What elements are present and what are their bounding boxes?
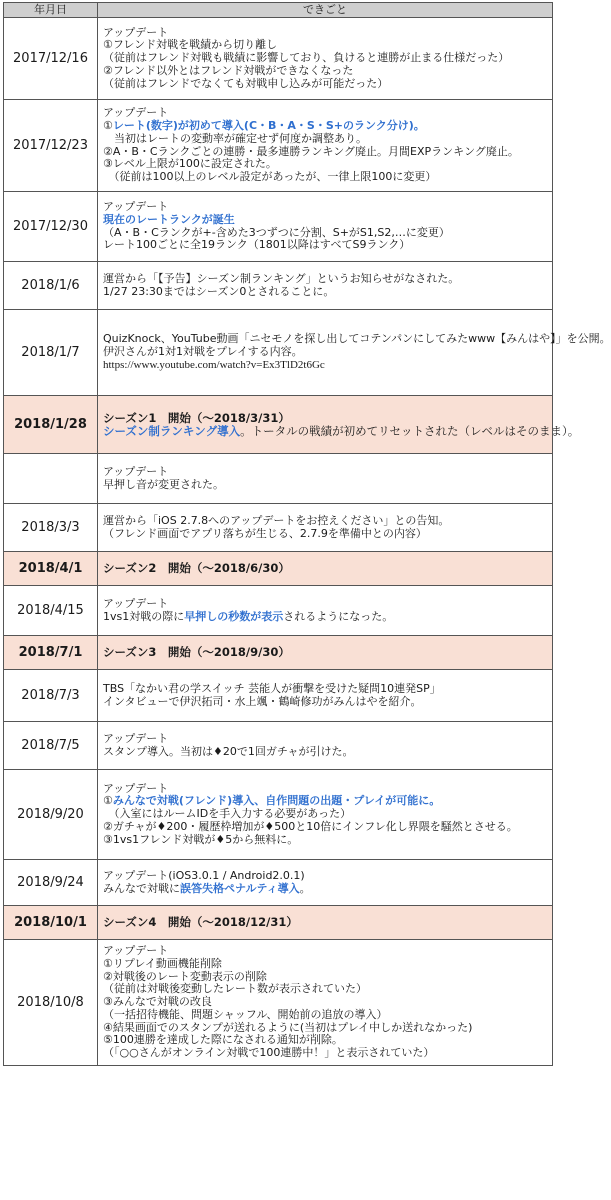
row-event: [98, 192, 553, 262]
event-line: [103, 611, 548, 624]
row-date: 2018/4/1: [4, 552, 98, 586]
event-column-header: できごと: [98, 3, 553, 18]
event-text: ④結果画面でのスタンプが送れるように(当初はプレイ中しか送れなかった): [103, 1020, 473, 1034]
row-date: 2018/9/24: [4, 860, 98, 906]
row-event: [98, 636, 553, 670]
event-text: （フレンド画面でアプリ落ちが生じる、2.7.9を準備中との内容）: [103, 526, 427, 540]
event-text: ③1vs1フレンド対戦が♦5から無料に。: [103, 832, 299, 846]
event-text: シーズン1 開始（～2018/3/31）: [103, 410, 290, 425]
timeline-row: [4, 586, 553, 636]
event-text: 。: [299, 881, 311, 895]
timeline-row: [4, 670, 553, 722]
event-line: [103, 696, 548, 709]
event-text: ③みんなで対戦の改良: [103, 995, 212, 1009]
video-url: https://www.youtube.com/watch?v=Ex3TlD2t6Gc: [103, 358, 325, 371]
row-event: [98, 262, 553, 310]
row-event: [98, 940, 553, 1066]
event-line: [103, 746, 548, 759]
event-text: アップデート: [103, 731, 169, 745]
row-date: 2018/7/1: [4, 636, 98, 670]
event-text: アップデート: [103, 464, 169, 478]
event-text: （従前は対戦後変動したレート数が表示されていた）: [103, 982, 367, 996]
event-text: ②ガチャが♦200・履歴枠増加が♦500と10倍にインフレ化し界隈を騒然とさせる。: [103, 819, 518, 833]
event-text: されるようになった。: [283, 609, 394, 623]
event-text: アップデート: [103, 943, 169, 957]
event-text: （A・B・Cランクが+-含めた3つずつに分割、S+がS1,S2,…に変更）: [103, 225, 450, 239]
season-row: [4, 636, 553, 670]
event-text: アップデート: [103, 25, 169, 39]
row-date: 2018/9/20: [4, 770, 98, 860]
event-line: [103, 646, 548, 659]
event-text: 。トータルの戦績が初めてリセットされた（レベルはそのまま）。: [240, 423, 580, 438]
event-text: ①リプレイ動画機能削除: [103, 956, 222, 970]
row-date: 2018/4/15: [4, 586, 98, 636]
timeline-body: [4, 18, 611, 1066]
timeline-row: [4, 454, 553, 504]
header-row: [4, 3, 553, 18]
event-line: [103, 423, 580, 438]
event-text: 運営から「iOS 2.7.8へのアップデートをお控えください」との告知。: [103, 513, 450, 527]
row-date: 2018/1/6: [4, 262, 98, 310]
row-date: 2018/10/8: [4, 940, 98, 1066]
event-line: [103, 479, 548, 492]
event-text: ③レベル上限が100に設定された。: [103, 157, 277, 171]
event-text: ①フレンド対戦を戦績から切り離し: [103, 38, 278, 52]
event-line: [103, 883, 548, 896]
row-event: [98, 396, 580, 454]
timeline-row: [4, 100, 553, 192]
event-text: アップデート(iOS3.0.1 / Android2.0.1): [103, 868, 305, 882]
event-line: [103, 562, 548, 575]
event-text: シーズン4 開始（～2018/12/31）: [103, 915, 298, 930]
row-event: [98, 722, 553, 770]
row-event: [98, 454, 553, 504]
event-line: [103, 78, 548, 91]
row-event: [98, 100, 553, 192]
event-text: （従前はフレンド対戦も戦績に影響しており、負けると連勝が止まる仕様だった）: [103, 51, 510, 65]
event-text: ②フレンド以外とはフレンド対戦ができなくなった: [103, 63, 354, 77]
event-line: [103, 239, 548, 252]
timeline-row: [4, 722, 553, 770]
row-event: [98, 504, 553, 552]
event-line: [103, 346, 548, 359]
timeline-row: [4, 504, 553, 552]
timeline-row: [4, 192, 553, 262]
row-event: [98, 770, 553, 860]
event-text: アップデート: [103, 106, 169, 120]
season-row: [4, 906, 553, 940]
highlight-text: みんなで対戦(フレンド)導入、自作問題の出題・プレイが可能に。: [112, 794, 441, 808]
event-line: [103, 171, 548, 184]
event-text: シーズン3 開始（～2018/9/30）: [103, 645, 290, 660]
event-text: スタンプ導入。当初は♦20で1回ガチャが引けた。: [103, 744, 354, 758]
row-event: [98, 552, 553, 586]
event-text: アップデート: [103, 199, 169, 213]
highlight-text: シーズン制ランキング導入: [103, 423, 241, 438]
event-text: （従前はフレンドでなくても対戦申し込みが可能だった）: [103, 76, 389, 90]
event-text: レート100ごとに全19ランク（1801以降はすべてS9ランク）: [103, 238, 411, 252]
event-text: TBS「なかい君の学スイッチ 芸能人が衝撃を受けた疑問10連発SP」: [103, 681, 441, 695]
row-date: 2018/3/3: [4, 504, 98, 552]
timeline-row: [4, 262, 553, 310]
row-event: [98, 586, 553, 636]
row-date: 2018/7/5: [4, 722, 98, 770]
row-event: [98, 670, 553, 722]
row-date: [4, 454, 98, 504]
timeline-row: [4, 18, 553, 100]
event-line: [103, 1047, 548, 1060]
row-date: 2017/12/30: [4, 192, 98, 262]
highlight-text: 早押しの秒数が表示: [184, 609, 284, 623]
event-text: ①: [103, 794, 113, 808]
highlight-text: 現在のレートランクが誕生: [103, 212, 235, 226]
event-text: ①: [103, 118, 113, 132]
event-line: [103, 359, 548, 372]
event-text: アップデート: [103, 781, 169, 795]
event-text: （入室にはルームIDを手入力する必要があった）: [103, 807, 352, 821]
highlight-text: 誤答失格ペナルティ導入: [180, 881, 300, 895]
row-date: 2018/1/28: [4, 396, 98, 454]
row-date: 2017/12/16: [4, 18, 98, 100]
event-text: インタビューで伊沢拓司・水上颯・鶴崎修功がみんはやを紹介。: [103, 694, 422, 708]
row-event: [98, 906, 553, 940]
timeline-row: [4, 310, 553, 396]
row-date: 2018/1/7: [4, 310, 98, 396]
event-line: [103, 834, 548, 847]
event-text: 早押し音が変更された。: [103, 477, 224, 491]
season-row: [4, 552, 553, 586]
highlight-text: レート(数字)が初めて導入(C・B・A・S・S+のランク分け)。: [112, 118, 425, 132]
event-text: 1/27 23:30まではシーズン0とされることに。: [103, 284, 335, 298]
event-text: （従前は100以上のレベル設定があったが、一律上限100に変更）: [103, 170, 437, 184]
row-event: [98, 860, 553, 906]
date-column-header: 年月日: [4, 3, 98, 18]
row-date: 2018/7/3: [4, 670, 98, 722]
season-row: [4, 396, 553, 454]
event-text: （一括招待機能、問題シャッフル、開始前の追放の導入）: [103, 1007, 388, 1021]
event-text: シーズン2 開始（～2018/6/30）: [103, 561, 290, 576]
timeline-table: [3, 2, 611, 1066]
row-date: 2017/12/23: [4, 100, 98, 192]
event-line: [103, 916, 548, 929]
event-text: 1vs1対戦の際に: [103, 609, 185, 623]
event-text: ②A・B・Cランクごとの連勝・最多連勝ランキング廃止。月間EXPランキング廃止。: [103, 144, 519, 158]
event-text: アップデート: [103, 596, 169, 610]
event-text: みんなで対戦に: [103, 881, 180, 895]
event-line: [103, 528, 548, 541]
event-text: 伊沢さんが1対1対戦をプレイする内容。: [103, 345, 303, 359]
event-line: [103, 286, 548, 299]
timeline-row: [4, 770, 553, 860]
timeline-row: [4, 940, 553, 1066]
row-event: [98, 18, 553, 100]
event-text: 運営から「【予告】シーズン制ランキング」というお知らせがなされた。: [103, 271, 460, 285]
timeline-row: [4, 860, 553, 906]
event-text: ②対戦後のレート変動表示の削除: [103, 969, 267, 983]
event-text: QuizKnock、YouTube動画「ニセモノを探し出してコテンパンにしてみたwww【みんはや】」を公開。: [103, 332, 611, 346]
row-event: [98, 310, 611, 396]
event-text: （「○○さんがオンライン対戦で100連勝中！」と表示されていた）: [103, 1046, 435, 1060]
event-text: ⑤100連勝を達成した際になされる通知が削除。: [103, 1033, 343, 1047]
row-date: 2018/10/1: [4, 906, 98, 940]
event-text: 当初はレートの変動率が確定せず何度か調整あり。: [103, 131, 367, 145]
